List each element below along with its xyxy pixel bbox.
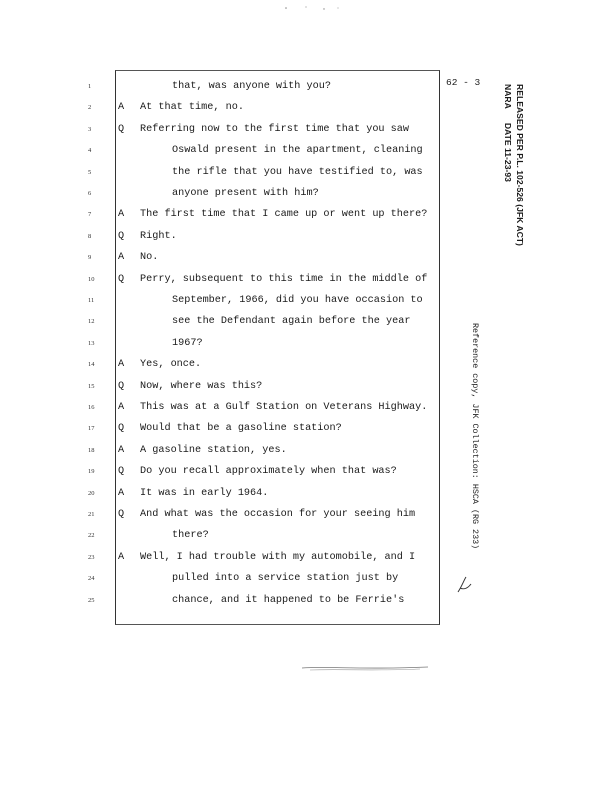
line-number: 25	[88, 596, 95, 604]
line-number: 12	[88, 318, 95, 326]
speaker-label: Q	[118, 123, 125, 135]
line-text: pulled into a service station just by	[172, 573, 399, 585]
line-text: Now, where was this?	[140, 380, 263, 392]
transcript-line	[0, 549, 460, 567]
transcript-line	[0, 335, 460, 353]
line-number: 22	[88, 532, 95, 540]
line-number: 19	[88, 468, 95, 476]
line-number: 20	[88, 489, 95, 497]
transcript-line	[0, 99, 460, 117]
transcript-line	[0, 228, 460, 246]
transcript-line	[0, 420, 460, 438]
line-number: 21	[88, 511, 95, 518]
handwritten-initial-icon	[454, 574, 474, 596]
line-number: 2	[88, 104, 92, 112]
speaker-label: Q	[118, 466, 125, 478]
line-number: 14	[88, 361, 95, 369]
line-number: 16	[88, 404, 95, 411]
transcript-line	[0, 121, 460, 139]
release-stamp	[500, 84, 526, 244]
transcript-line	[0, 570, 460, 588]
transcript-line	[0, 506, 460, 524]
transcript-line	[0, 206, 460, 224]
line-text: Would that be a gasoline station?	[140, 423, 342, 435]
line-text: 1967?	[172, 337, 203, 349]
margin-scribble-icon	[300, 662, 430, 674]
transcript-line	[0, 442, 460, 460]
release-stamp-line2: NARA DATE 11-23-93	[503, 84, 513, 182]
line-number: 5	[88, 168, 92, 176]
line-number: 10	[88, 275, 95, 283]
transcript-line	[0, 399, 460, 417]
line-text: Referring now to the first time that you saw	[140, 123, 409, 135]
transcript-line	[0, 249, 460, 267]
line-text: At that time, no.	[140, 102, 244, 114]
speaker-label: Q	[118, 273, 125, 285]
line-number: 3	[88, 125, 92, 133]
speaker-label: A	[118, 102, 125, 114]
line-number: 18	[88, 446, 95, 454]
transcript-line	[0, 463, 460, 481]
speaker-label: A	[118, 402, 125, 413]
line-text: Perry, subsequent to this time in the middle of	[140, 273, 428, 285]
speaker-label: Q	[118, 380, 125, 392]
line-text: It was in early 1964.	[140, 487, 269, 499]
line-text: the rifle that you have testified to, was	[172, 166, 423, 178]
page-number: 62 - 3	[446, 77, 481, 88]
transcript-line	[0, 142, 460, 160]
line-text: Well, I had trouble with my automobile, and I	[140, 551, 416, 563]
line-text: see the Defendant again before the year	[172, 316, 411, 328]
line-text: Right.	[140, 230, 177, 242]
line-text: there?	[172, 530, 209, 542]
speaker-label: A	[118, 359, 125, 371]
line-text: that, was anyone with you?	[172, 81, 331, 92]
speaker-label: Q	[118, 509, 125, 520]
line-number: 7	[88, 211, 92, 219]
scan-marks-icon	[280, 4, 360, 12]
line-text: Oswald present in the apartment, cleaning	[172, 145, 423, 157]
line-text: chance, and it happened to be Ferrie's	[172, 594, 405, 606]
transcript-line	[0, 356, 460, 374]
speaker-label: A	[118, 252, 125, 264]
reference-copy-note: Reference copy, JFK Collection: HSCA (RG 233)	[470, 323, 480, 550]
speaker-label: A	[118, 487, 125, 499]
line-text: September, 1966, did you have occasion to	[172, 295, 423, 306]
transcript-line	[0, 271, 460, 289]
speaker-label: Q	[118, 423, 125, 435]
speaker-label: A	[118, 444, 125, 456]
line-text: The first time that I came up or went up there?	[140, 209, 428, 221]
line-number: 9	[88, 254, 92, 262]
speaker-label: A	[118, 209, 125, 221]
transcript-line	[0, 592, 460, 610]
line-text: No.	[140, 252, 159, 264]
transcript-line	[0, 185, 460, 203]
line-number: 17	[88, 425, 95, 433]
line-number: 13	[88, 339, 95, 347]
line-number: 24	[88, 575, 95, 583]
line-text: This was at a Gulf Station on Veterans Highway.	[140, 402, 428, 413]
line-text: anyone present with him?	[172, 188, 319, 199]
line-number: 4	[88, 147, 92, 155]
line-number: 1	[88, 83, 92, 90]
transcript-line	[0, 485, 460, 503]
line-number: 23	[88, 553, 95, 561]
line-text: And what was the occasion for your seeing him	[140, 509, 416, 520]
transcript-line	[0, 313, 460, 331]
line-number: 8	[88, 232, 92, 240]
transcript-line	[0, 78, 460, 96]
transcript-line	[0, 164, 460, 182]
line-text: Yes, once.	[140, 359, 202, 371]
line-number: 15	[88, 382, 95, 390]
release-stamp-line1: RELEASED PER P.L. 102-526 (JFK ACT)	[515, 84, 525, 246]
transcript-line	[0, 378, 460, 396]
speaker-label: Q	[118, 230, 125, 242]
line-number: 6	[88, 190, 92, 197]
line-text: A gasoline station, yes.	[140, 444, 287, 456]
speaker-label: A	[118, 551, 125, 563]
line-text: Do you recall approximately when that was?	[140, 466, 397, 478]
transcript-line	[0, 527, 460, 545]
line-number: 11	[88, 297, 95, 304]
transcript-line	[0, 292, 460, 310]
